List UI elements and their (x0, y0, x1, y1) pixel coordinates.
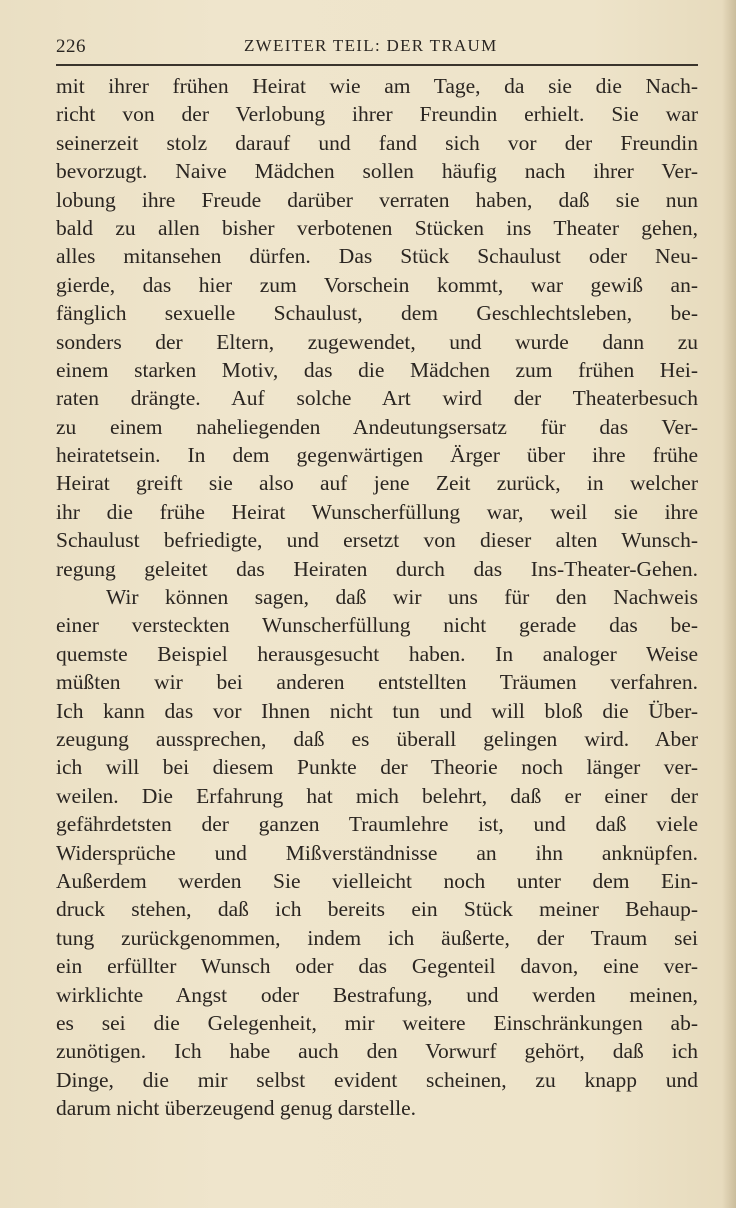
text-line: raten drängte. Auf solche Art wird der Theaterbesuch (56, 386, 698, 411)
text-line: es sei die Gelegenheit, mir weitere Einschränkungen ab- (56, 1010, 698, 1035)
text-line: müßten wir bei anderen entstellten Träumen verfahren. (56, 670, 698, 695)
page-number: 226 (56, 36, 86, 57)
text-line: heiratetsein. In dem gegenwärtigen Ärger über ihre frühe (56, 443, 698, 468)
paragraph-1 (56, 72, 698, 583)
page-header (56, 36, 694, 64)
page-edge-shadow (722, 0, 736, 1208)
running-head: ZWEITER TEIL: DER TRAUM (244, 36, 498, 55)
text-line: lobung ihre Freude darüber verraten haben, daß sie nun (56, 187, 698, 212)
text-line: Heirat greift sie also auf jene Zeit zurück, in welcher (56, 471, 698, 496)
text-line: seinerzeit stolz darauf und fand sich vor der Freundin (56, 130, 698, 155)
text-line: zeugung aussprechen, daß es überall gelingen wird. Aber (56, 726, 698, 751)
body-text (56, 72, 698, 1122)
text-line: druck stehen, daß ich bereits ein Stück meiner Behaup- (56, 897, 698, 922)
text-line: ich will bei diesem Punkte der Theorie noch länger ver- (56, 755, 698, 780)
text-line: ein erfüllter Wunsch oder das Gegenteil davon, eine ver- (56, 954, 698, 979)
text-line: Ich kann das vor Ihnen nicht tun und will bloß die Über- (56, 698, 698, 723)
paragraph-2 (56, 583, 698, 1122)
text-line: Widersprüche und Mißverständnisse an ihn anknüpfen. (56, 840, 698, 865)
text-line: ihr die frühe Heirat Wunscherfüllung war, weil sie ihre (56, 499, 698, 524)
text-line: darum nicht überzeugend genug darstelle. (56, 1096, 416, 1121)
text-line: gierde, das hier zum Vorschein kommt, war gewiß an- (56, 272, 698, 297)
text-line: zu einem naheliegenden Andeutungsersatz für das Ver- (56, 414, 698, 439)
text-line: gefährdetsten der ganzen Traumlehre ist, und daß viele (56, 812, 698, 837)
text-line: regung geleitet das Heiraten durch das Ins-Theater-Gehen. (56, 556, 698, 581)
text-line: einem starken Motiv, das die Mädchen zum frühen Hei- (56, 357, 698, 382)
text-line: bevorzugt. Naive Mädchen sollen häufig nach ihrer Ver- (56, 159, 698, 184)
text-line: bald zu allen bisher verbotenen Stücken ins Theater gehen, (56, 215, 698, 240)
text-line: tung zurückgenommen, indem ich äußerte, der Traum sei (56, 925, 698, 950)
text-line: richt von der Verlobung ihrer Freundin erhielt. Sie war (56, 102, 698, 127)
text-line: Dinge, die mir selbst evident scheinen, zu knapp und (56, 1067, 698, 1092)
text-line: fänglich sexuelle Schaulust, dem Geschlechtsleben, be- (56, 301, 698, 326)
text-line: einer versteckten Wunscherfüllung nicht gerade das be- (56, 613, 698, 638)
header-rule (56, 64, 698, 66)
text-line: sonders der Eltern, zugewendet, und wurde dann zu (56, 329, 698, 354)
text-line: Außerdem werden Sie vielleicht noch unter dem Ein- (56, 868, 698, 893)
text-line: zunötigen. Ich habe auch den Vorwurf gehört, daß ich (56, 1039, 698, 1064)
text-line: Wir können sagen, daß wir uns für den Nachweis (106, 585, 698, 610)
text-line: Schaulust befriedigte, und ersetzt von dieser alten Wunsch- (56, 528, 698, 553)
text-line: alles mitansehen dürfen. Das Stück Schaulust oder Neu- (56, 244, 698, 269)
text-line: quemste Beispiel herausgesucht haben. In analoger Weise (56, 641, 698, 666)
text-line: mit ihrer frühen Heirat wie am Tage, da sie die Nach- (56, 74, 698, 98)
text-line: wirklichte Angst oder Bestrafung, und werden meinen, (56, 982, 698, 1007)
text-line: weilen. Die Erfahrung hat mich belehrt, daß er einer der (56, 783, 698, 808)
